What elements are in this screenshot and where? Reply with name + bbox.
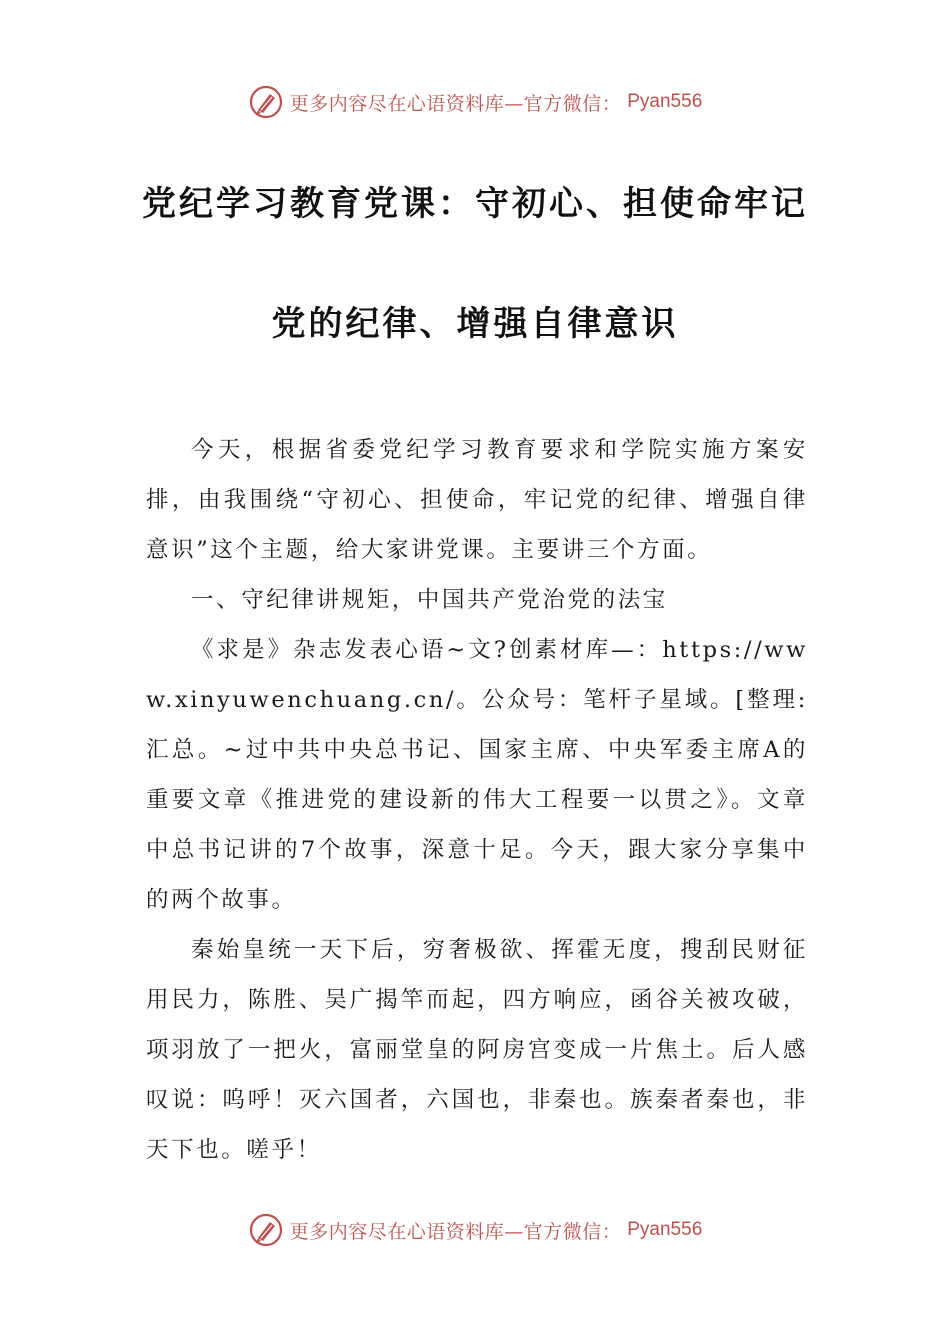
- banner-text: 更多内容尽在心语资料库—官方微信：: [289, 1220, 622, 1243]
- document-body: [146, 425, 808, 1175]
- paragraph-qiushi: 《求是》杂志发表心语~文?创素材库—：https://www.xinyuwenchuang.cn/。公众号：笔杆子星域。[整理:汇总。~过中共中央总书记、国家主席、中央军委主席A的重要文章《推进党的建设新的伟大工程要一以贯之》。文章中总书记讲的7个故事，深意十足。今天，跟大家分享集中的两个故事。: [146, 637, 808, 913]
- paragraph-qin-story: 秦始皇统一天下后，穷奢极欲、挥霍无度，搜刮民财征用民力，陈胜、吴广揭竿而起，四方响应，函谷关被攻破，项羽放了一把火，富丽堂皇的阿房宫变成一片焦土。后人感叹说：呜呼！灭六国者，六国也，非秦也。族秦者秦也，非天下也。嗟乎！: [146, 937, 808, 1163]
- banner-text: 更多内容尽在心语资料库—官方微信：: [289, 92, 622, 115]
- wechat-id: Pyan556: [627, 1219, 703, 1240]
- pen-nib-logo-icon: [248, 84, 284, 120]
- pen-nib-logo-icon: [248, 1212, 284, 1248]
- paragraph-intro: 今天，根据省委党纪学习教育要求和学院实施方案安排，由我围绕“守初心、担使命，牢记党的纪律、增强自律意识”这个主题，给大家讲党课。主要讲三个方面。: [146, 437, 808, 563]
- footer-banner: [0, 1210, 950, 1250]
- wechat-id: Pyan556: [627, 91, 703, 112]
- document-title-line-1: 党纪学习教育党课：守初心、担使命牢记: [142, 184, 808, 224]
- section-heading-1: 一、守纪律讲规矩，中国共产党治党的法宝: [191, 587, 668, 613]
- header-banner: [0, 82, 950, 122]
- document-title-line-2: 党的纪律、增强自律意识: [271, 304, 679, 344]
